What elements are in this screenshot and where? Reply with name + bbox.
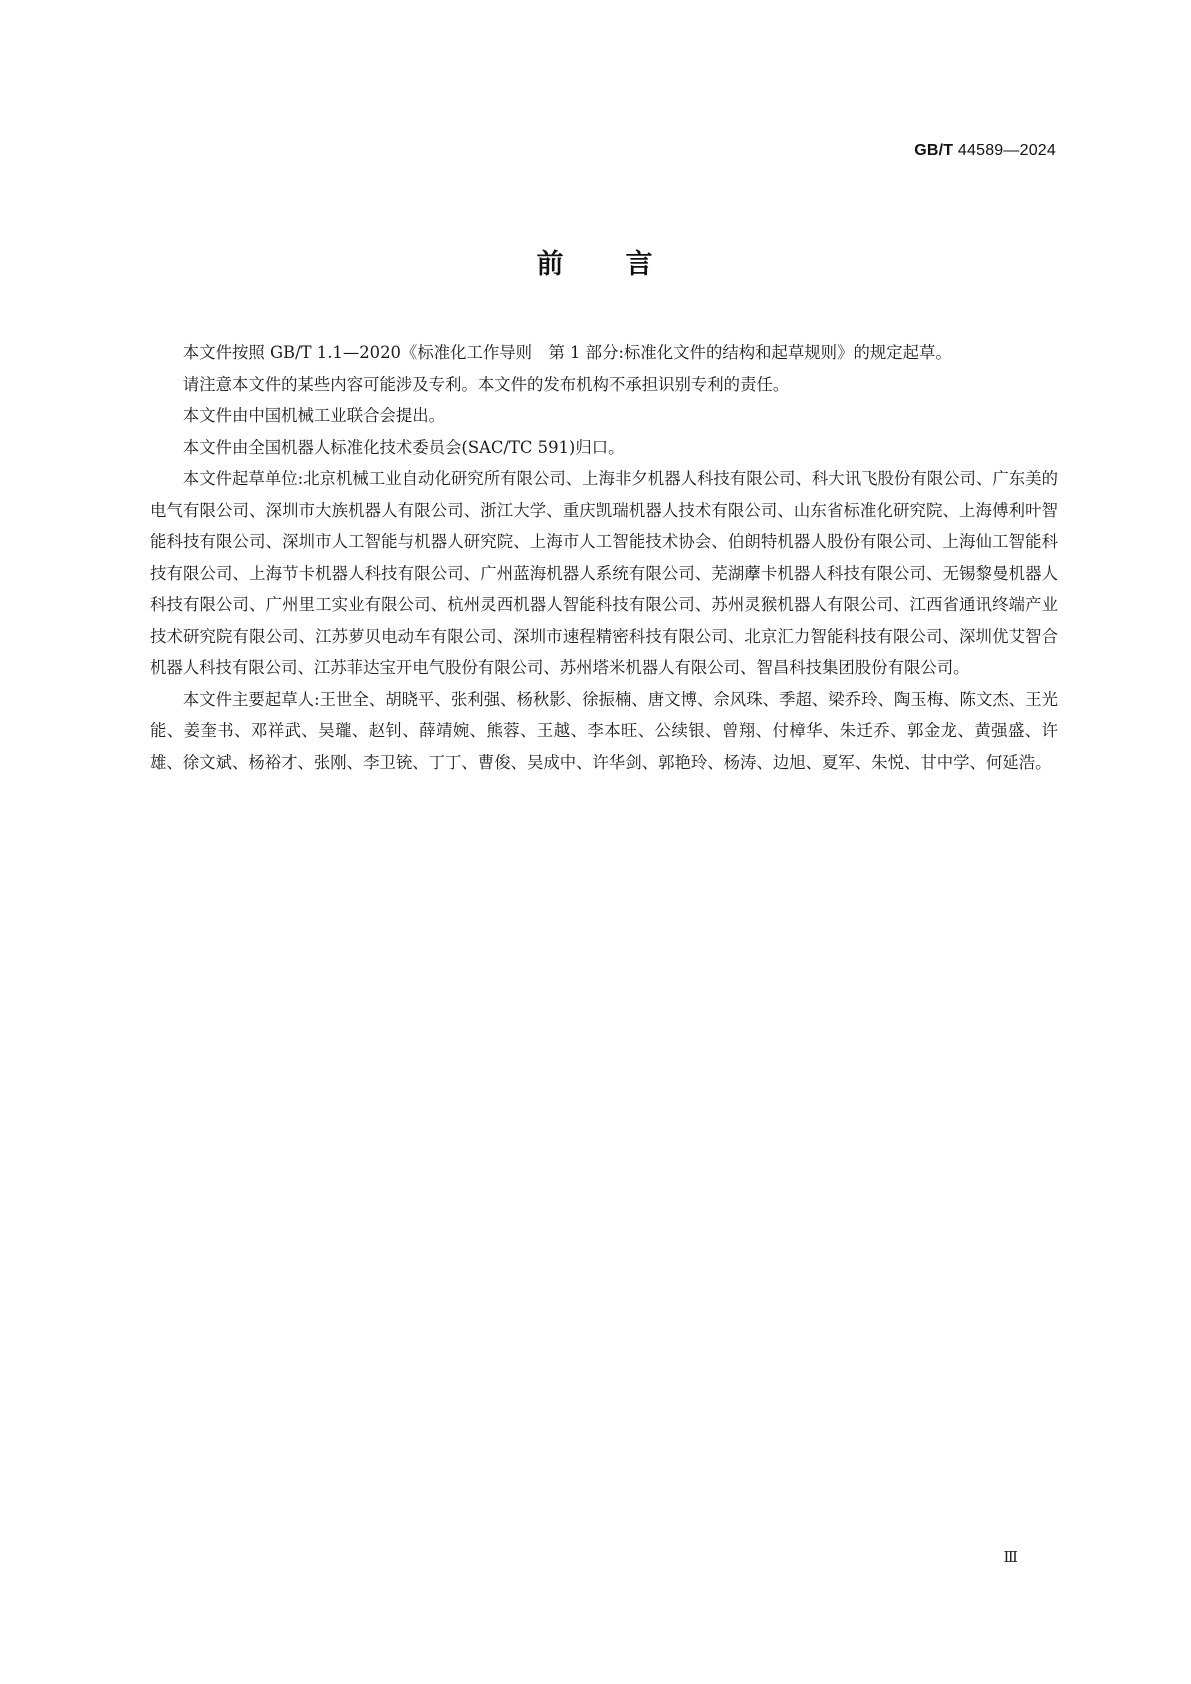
standard-code xyxy=(914,142,1056,160)
foreword-body xyxy=(150,337,1058,778)
paragraph-patent-notice: 请注意本文件的某些内容可能涉及专利。本文件的发布机构不承担识别专利的责任。 xyxy=(182,374,790,394)
page-title xyxy=(0,242,1191,281)
page-number: Ⅲ xyxy=(1003,1548,1018,1566)
title-char-2: 言 xyxy=(625,249,655,280)
paragraph-drafting-units: 本文件起草单位:北京机械工业自动化研究所有限公司、上海非夕机器人科技有限公司、科大讯飞股份有限公司、广东美的电气有限公司、深圳市大族机器人有限公司、浙江大学、重庆凯瑞机器人技术有限公司、山东省标准化研究院、上海傅利叶智能科技有限公司、深圳市人工智能与机器人研究院、上海市人工智能技术协会、伯朗特机器人股份有限公司、上海仙工智能科技有限公司、上海节卡机器人科技有限公司、广州蓝海机器人系统有限公司、芜湖藦卡机器人科技有限公司、无锡黎曼机器人科技有限公司、广州里工实业有限公司、杭州灵西机器人智能科技有限公司、苏州灵猴机器人有限公司、江西省通讯终端产业技术研究院有限公司、江苏萝贝电动车有限公司、深圳市速程精密科技有限公司、北京汇力智能科技有限公司、深圳优艾智合机器人科技有限公司、江苏菲达宝开电气股份有限公司、苏州塔米机器人有限公司、智昌科技集团股份有限公司。 xyxy=(150,469,1058,677)
paragraph-drafting-rules: 本文件按照 GB/T 1.1—2020《标准化工作导则 第 1 部分:标准化文件的结构和起草规则》的规定起草。 xyxy=(182,343,952,362)
standard-number: 44589—2024 xyxy=(957,142,1056,159)
paragraph-proposer: 本文件由中国机械工业联合会提出。 xyxy=(182,406,446,425)
paragraph-drafters: 本文件主要起草人:王世全、胡晓平、张利强、杨秋影、徐振楠、唐文博、佘风珠、季超、梁乔玲、陶玉梅、陈文杰、王光能、姜奎书、邓祥武、吴瓏、赵钊、薛靖婉、熊蓉、王越、李本旺、公续银、曾翔、付樟华、朱迁乔、郭金龙、黄强盛、许雄、徐文斌、杨裕才、张刚、李卫铳、丁丁、曹俊、吴成中、许华剑、郭艳玲、杨涛、边旭、夏军、朱悦、甘中学、何延浩。 xyxy=(150,689,1058,772)
title-char-1: 前 xyxy=(536,249,566,280)
paragraph-administrator: 本文件由全国机器人标准化技术委员会(SAC/TC 591)归口。 xyxy=(182,437,625,457)
standard-prefix: GB/T xyxy=(914,142,954,159)
